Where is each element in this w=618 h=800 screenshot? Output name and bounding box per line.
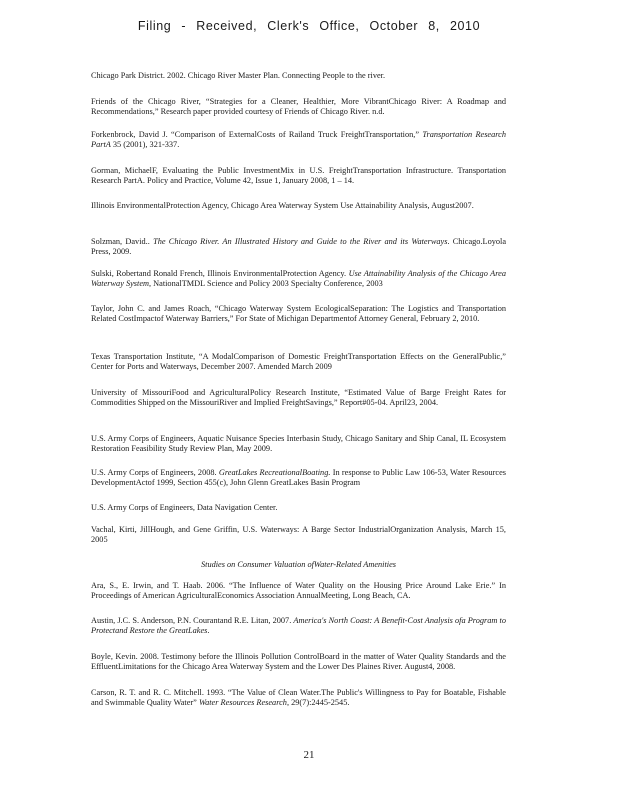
reference-entry: Ara, S., E. Irwin, and T. Haab. 2006. “The Influence of Water Quality on the Housing Price Around Lake Erie.” In Proceedings of American AgriculturalEconomics Association AnnualMeeting, Long Beach, CA. [91,581,506,601]
reference-entry: Boyle, Kevin. 2008. Testimony before the Illinois Pollution ControlBoard in the matter of Water Quality Standards and the EffluentLimitations for the Chicago Area Waterway System and the Lower Des Plaines River. August4, 2008. [91,652,506,672]
reference-entry: Austin, J.C. S. Anderson, P.N. Courantand R.E. Litan, 2007. America's North Coast: A Benefit-Cost Analysis ofa Program to Protectand Restore the GreatLakes. [91,616,506,636]
reference-entry: Friends of the Chicago River, “Strategies for a Cleaner, Healthier, More VibrantChicago River: A Roadmap and Recommendations,” Research paper provided courtesy of Friends of Chicago River. n.d. [91,97,506,117]
reference-entry: U.S. Army Corps of Engineers, Aquatic Nuisance Species Interbasin Study, Chicago Sanitary and Ship Canal, IL Ecosystem Restoration Feasibility Study Review Plan, May 2009. [91,434,506,454]
reference-entry: Texas Transportation Institute, “A ModalComparison of Domestic FreightTransportation Effects on the GeneralPublic,” Center for Ports and Waterways, December 2007. Amended March 2009 [91,352,506,372]
reference-entry: Vachal, Kirti, JillHough, and Gene Griffin, U.S. Waterways: A Barge Sector IndustrialOrganization Analysis, March 15, 2005 [91,525,506,545]
reference-entry: Taylor, John C. and James Roach, “Chicago Waterway System EcologicalSeparation: The Logistics and Transportation Related CostImpactof Waterway Barriers,” For State of Michigan Departmentof Attorney General, February 2, 2010. [91,304,506,324]
reference-entry: Solzman, David.. The Chicago River. An Illustrated History and Guide to the River and its Waterways. Chicago.Loyola Press, 2009. [91,237,507,257]
filing-header: Filing - Received, Clerk's Office, October 8, 2010 [137,19,481,33]
reference-entry: Carson, R. T. and R. C. Mitchell. 1993. “The Value of Clean Water.The Public's Willingness to Pay for Boatable, Fishable and Swimmable Quality Water” Water Resources Research, 29(7):2445-2545. [91,688,506,708]
reference-entry: Forkenbrock, David J. “Comparison of ExternalCosts of Railand Truck FreightTransportation,” Transportation Research PartA 35 (2001), 321-337. [91,130,507,150]
reference-entry: Sulski, Robertand Ronald French, Illinois EnvironmentalProtection Agency. Use Attainability Analysis of the Chicago Area Waterway System, NationalTMDL Science and Policy 2003 Specialty Conference, 2003 [91,269,506,289]
reference-entry: U.S. Army Corps of Engineers, Data Navigation Center. [91,503,278,512]
reference-entry: Illinois EnvironmentalProtection Agency, Chicago Area Waterway System Use Attainability Analysis, August2007. [91,201,474,210]
reference-entry: U.S. Army Corps of Engineers, 2008. GreatLakes RecreationalBoating. In response to Public Law 106-53, Water Resources DevelopmentActof 1999, Section 455(c), John Glenn GreatLakes Basin Program [91,468,506,488]
reference-entry: Chicago Park District. 2002. Chicago River Master Plan. Connecting People to the river. [91,71,386,80]
reference-entry: Gorman, MichaelF, Evaluating the Public InvestmentMix in U.S. FreightTransportation Infrastructure. Transportation Research PartA. Policy and Practice, Volume 42, Issue 1, January 2008, 1 – 14. [91,166,506,186]
section-subheading: Studies on Consumer Valuation ofWater-Related Amenities [200,560,397,569]
reference-entry: University of MissouriFood and AgriculturalPolicy Research Institute, “Estimated Value of Barge Freight Rates for Commodities Shipped on the MissouriRiver and Implied FreightSavings,” Report#05-04. April23, 2004. [91,388,506,408]
page-number: 21 [303,749,315,761]
